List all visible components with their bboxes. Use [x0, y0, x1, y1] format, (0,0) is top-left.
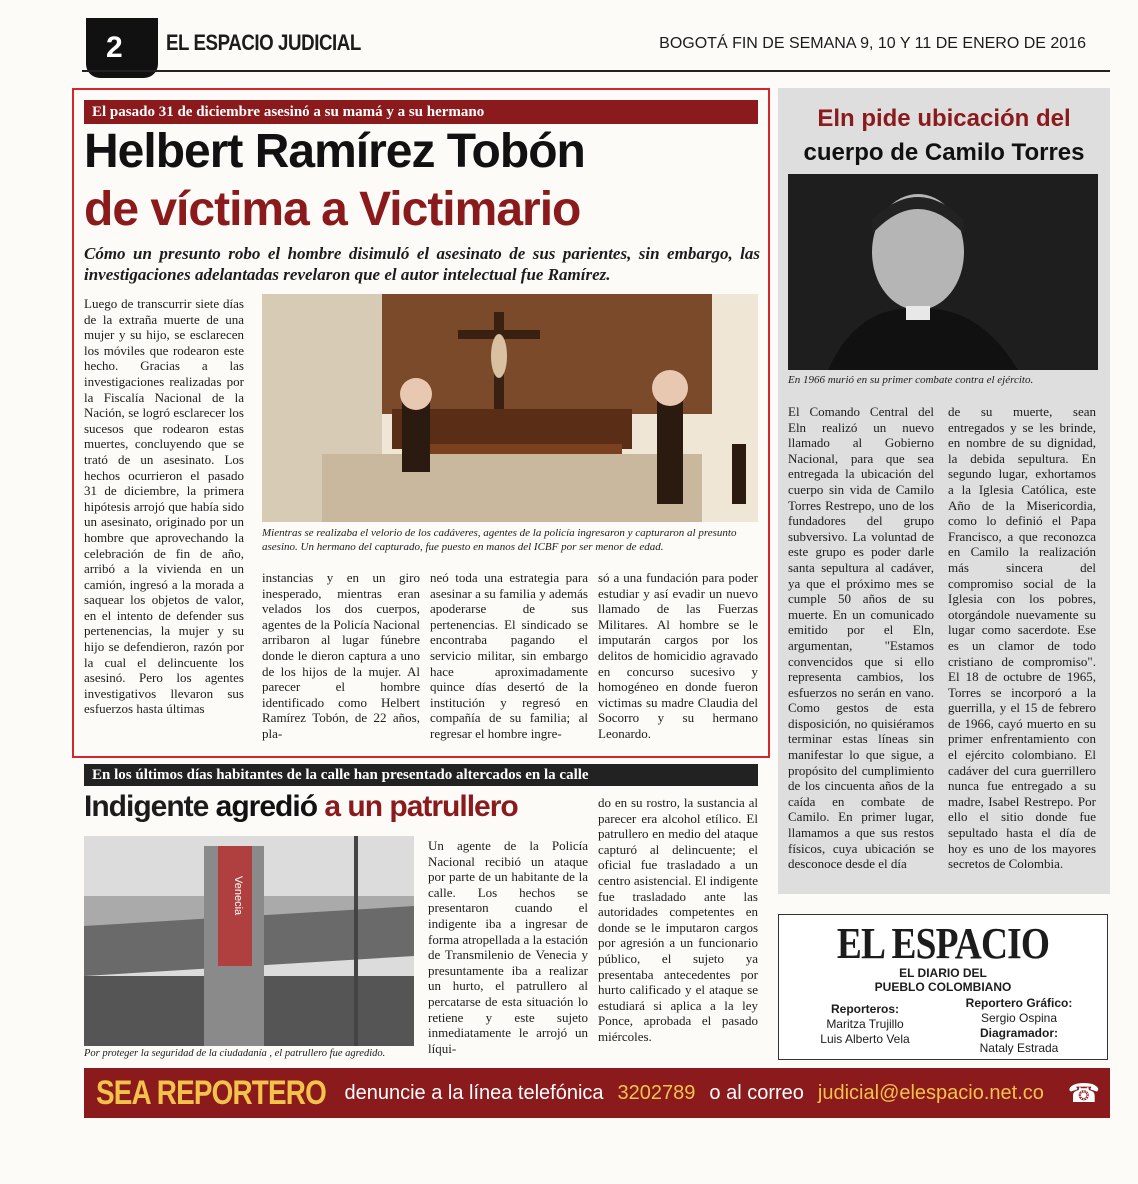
masthead-tagline: [778, 966, 1108, 994]
dateline: BOGOTÁ FIN DE SEMANA 9, 10 Y 11 DE ENERO DE 2016: [659, 35, 1086, 52]
main-headline-line1: Helbert Ramírez Tobón: [84, 125, 585, 178]
side-col-2: de su muerte, sean entregados y se les brinde, en nombre de su dignidad, la debida sepultura. En segundo lugar, exhortamos a la Iglesia Católica, este Año de la Misericordia, como lo definió el Papa Francisco, a que reconozca en Camilo la realización más sincera del compromiso social de la Iglesia con los pobres, otorgándole nuevamente su lugar como sacerdote. Ese es un clamor de todo cristiano de compromiso". El 18 de octubre de 1965, Torres se incorporó a la guerrilla, y el 15 de febrero de 1966, cayó muerto en su primer enfrentamiento con el ejército colombiano. El cadáver del cura guerrillero nunca fue entregado a su madre, Isabel Restrepo. Por ello el sitio donde fue sepultado hasta el día de hoy es uno de los mayores secretos de Colombia.: [948, 404, 1096, 872]
banner-phone-number: 3202789: [617, 1081, 696, 1104]
section-title: EL ESPACIO JUDICIAL: [166, 30, 361, 55]
photo-designer-block: [946, 996, 1092, 1056]
tagline-line2: PUEBLO COLOMBIANO: [874, 980, 1012, 994]
wake-photo: [262, 294, 758, 522]
banner-text1: denuncie a la línea telefónica: [344, 1081, 604, 1104]
masthead-logo: EL ESPACIO: [836, 919, 1050, 968]
phone-icon: ☎: [1067, 1077, 1100, 1108]
reporter-1: Maritza Trujillo: [826, 1017, 904, 1031]
header-rule: [82, 70, 1110, 72]
page-number: 2: [86, 18, 158, 78]
station-photo: [84, 836, 414, 1046]
tagline-line1: EL DIARIO DEL: [899, 966, 987, 980]
reporters-label: Reporteros:: [830, 1002, 899, 1016]
main-headline-line2: de víctima a Victimario: [84, 183, 581, 236]
station-sign-text: Venecia: [232, 876, 244, 916]
main-col-2: instancias y en un giro inesperado, mientras eran velados los dos cuerpos, agentes de la Policía Nacional arribaron al lugar fúnebre donde le dieron captura a uno de los hijos de la mujer. Al parecer el hombre identificado como Helbert Ramírez Tobón, de 22 años, pla-: [262, 570, 420, 741]
second-headline-part3: a un patrullero: [317, 790, 518, 823]
coffin-crucifix-illustration: [262, 294, 758, 522]
side-photo-caption: En 1966 murió en su primer combate contra el ejército.: [788, 374, 1034, 386]
second-headline: [84, 790, 518, 824]
reporter-banner: [84, 1068, 1110, 1118]
main-photo-caption: Mientras se realizaba el velorio de los cadáveres, agentes de la policía ingresaron y capturaron al presunto asesino. Un hermano del capturado, fue puesto en manos del ICBF por ser menor de edad.: [262, 527, 737, 553]
banner-email: judicial@elespacio.net.co: [817, 1081, 1044, 1104]
banner-title: SEA REPORTERO: [96, 1073, 326, 1112]
main-col-3: neó toda una estrategia para asesinar a su familia y además apoderarse de sus pertenencias. El sindicado se encontraba pagando el servicio militar, sin embargo hace aproximadamente quince días desertó de la institución y regresó en compañía de su familia; al regresar el hombre ingre-: [430, 570, 588, 741]
side-headline-line1: Eln pide ubicación del: [817, 105, 1071, 132]
reporters-block: [800, 1002, 930, 1047]
designer: Nataly Estrada: [979, 1041, 1059, 1055]
main-col-4: só a una fundación para poder estudiar y así evadir un nuevo llamado de las Fuerzas Militares. Al hombre se le imputarán cargos por los delitos de homicidio agravado en concurso sucesivo y homogéneo en donde fueron victimas su madre Claudia del Socorro y su hermano Leonardo.: [598, 570, 758, 741]
side-headline-line2: cuerpo de Camilo Torres: [803, 139, 1085, 166]
portrait-illustration: [788, 174, 1098, 370]
second-headline-part2: agredió: [215, 790, 318, 823]
main-col-1: Luego de transcurrir siete días de la extraña muerte de una mujer y su hijo, se esclarecen los móviles que rodearon este hecho. Gracias a las investigaciones realizadas por la Fiscalía Nacional de la Nación, se logró esclarecer los sucesos que rodearon estas muertes, concluyendo que se trató de un asesinato. Los hechos ocurrieron el pasado 31 de diciembre, la primera hipótesis arrojó que había sido un asesinato, originado por un hombre que aprovechando la celebración de fin de año, arribó a la vivienda en un camión, ingresó a la morada a saquear los objetos de valor, en el intento de defender sus pertenencias, la mujer y su hijo se defendieron, razón por la cual el delincuente los asesinó. Pero los agentes investigativos llevaron sus esfuerzos hasta últimas: [84, 296, 244, 717]
side-col-1: El Comando Central del Eln realizó un nuevo llamado al Gobierno Nacional, para que sea entregada la ubicación del cuerpo sin vida de Camilo Torres Restrepo, uno de los fundadores del grupo subversivo. La voluntad de este grupo es poder darle santa sepultura al cadáver, ya que el próximo mes se cumple 50 años de su muerte. En un comunicado emitido por el Eln, argumentan, "Estamos convencidos que si ello representa cambios, los esfuerzos no serán en vano. Como gestos de esta disposición, no quisiéramos terminar estas líneas sin manifestar lo que sigue, a propósito del cumplimiento de los cincuenta años de la caída en combate de Camilo. En primer lugar, llamamos a que sus restos físicos, cuya ubicación se desconoce desde el día: [788, 404, 934, 872]
reporter-2: Luis Alberto Vela: [820, 1032, 910, 1046]
main-kicker: El pasado 31 de diciembre asesinó a su mamá y a su hermano: [84, 100, 758, 124]
photographer: Sergio Ospina: [980, 1011, 1058, 1025]
second-photo-caption: Por proteger la seguridad de la ciudadanía , el patrullero fue agredido.: [84, 1048, 386, 1059]
designer-label: Diagramador:: [979, 1026, 1059, 1040]
banner-text2: o al correo: [709, 1081, 804, 1104]
second-headline-part1: Indigente: [84, 790, 216, 823]
portrait-photo: [788, 174, 1098, 370]
second-col-2: do en su rostro, la sustancia al parecer era alcohol etílico. El patrullero en medio del ataque capturó al delincuente; el oficial fue trasladado a un centro asistencial. El indigente fue trasladado ante las autoridades competentes en donde se le imputaron cargos por agresión a un funcionario público, el sujeto ya presentaba antecedentes por hurto calificado y el ataque se estudiará si aplica a la ley Ponce, aprobada el pasado miércoles.: [598, 795, 758, 1044]
main-deck: Cómo un presunto robo el hombre disimuló el asesinato de sus parientes, sin embargo, las investigaciones adelantadas revelaron que el autor intelectual fue Ramírez.: [84, 244, 760, 284]
station-illustration: [84, 836, 414, 1046]
second-col-1: Un agente de la Policía Nacional recibió un ataque por parte de un habitante de la calle. Los hechos se presentaron cuando el indigente iba a ingresar de forma atropellada a la estación de Transmilenio de Venecia y presuntamente iba a realizar un hurto, el patrullero al percatarse de esta situación lo retiene y este sujeto inmediatamente le arrojó un líqui-: [428, 838, 588, 1056]
second-kicker: En los últimos días habitantes de la calle han presentado altercados en la calle: [84, 764, 758, 786]
photographer-label: Reportero Gráfico:: [965, 996, 1073, 1010]
